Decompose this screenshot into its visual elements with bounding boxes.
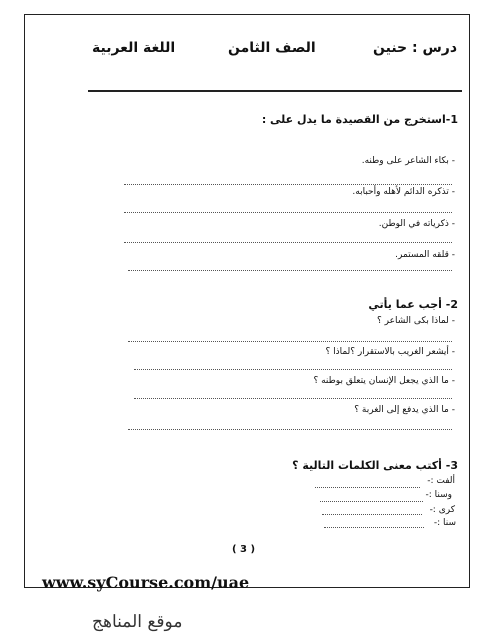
vocab-word: سنا :- (433, 518, 456, 528)
q1-item: - بكاء الشاعر على وطنه. (361, 156, 455, 166)
answer-line (322, 514, 422, 515)
answer-line (324, 527, 424, 528)
answer-line (124, 242, 452, 243)
question-3-title: 3- أكتب معنى الكلمات التالية ؟ (292, 459, 458, 472)
answer-line (315, 487, 420, 488)
lesson-title: درس : حنين (373, 40, 458, 56)
answer-line (134, 369, 452, 370)
answer-line (128, 341, 452, 342)
answer-line (128, 270, 452, 271)
website-url: www.syCourse.com/uae (42, 573, 250, 592)
q1-item: - قلقه المستمر. (395, 250, 455, 260)
q1-item: - تذكره الدائم لأهله وأحبابه. (352, 187, 455, 197)
site-logo: موقع المناهج (92, 612, 183, 632)
q2-item: - لماذا بكى الشاعر ؟ (377, 316, 455, 326)
header-divider (88, 90, 462, 92)
q1-item: - ذكرياته في الوطن. (378, 219, 455, 229)
question-2-title: 2- أجب عما يأتي (368, 298, 458, 311)
q2-item: - ما الذي يدفع إلى الغربة ؟ (354, 405, 455, 415)
q2-item: - ما الذي يجعل الإنسان يتعلق بوطنه ؟ (313, 376, 455, 386)
answer-line (124, 184, 452, 185)
answer-line (124, 212, 452, 213)
answer-line (128, 429, 452, 430)
answer-line (134, 398, 452, 399)
vocab-word: ألفت :- (427, 476, 455, 486)
page-number: ( 3 ) (232, 544, 256, 555)
vocab-word: كرى :- (429, 505, 455, 515)
grade-title: الصف الثامن (228, 40, 316, 56)
q2-item: - أيشعر الغريب بالاستقرار ؟لماذا ؟ (325, 347, 455, 357)
subject-title: اللغة العربية (92, 40, 176, 56)
vocab-word: وسنا :- (425, 490, 452, 500)
answer-line (320, 501, 423, 502)
question-1-title: 1-استخرج من القصيدة ما يدل على : (261, 113, 458, 126)
